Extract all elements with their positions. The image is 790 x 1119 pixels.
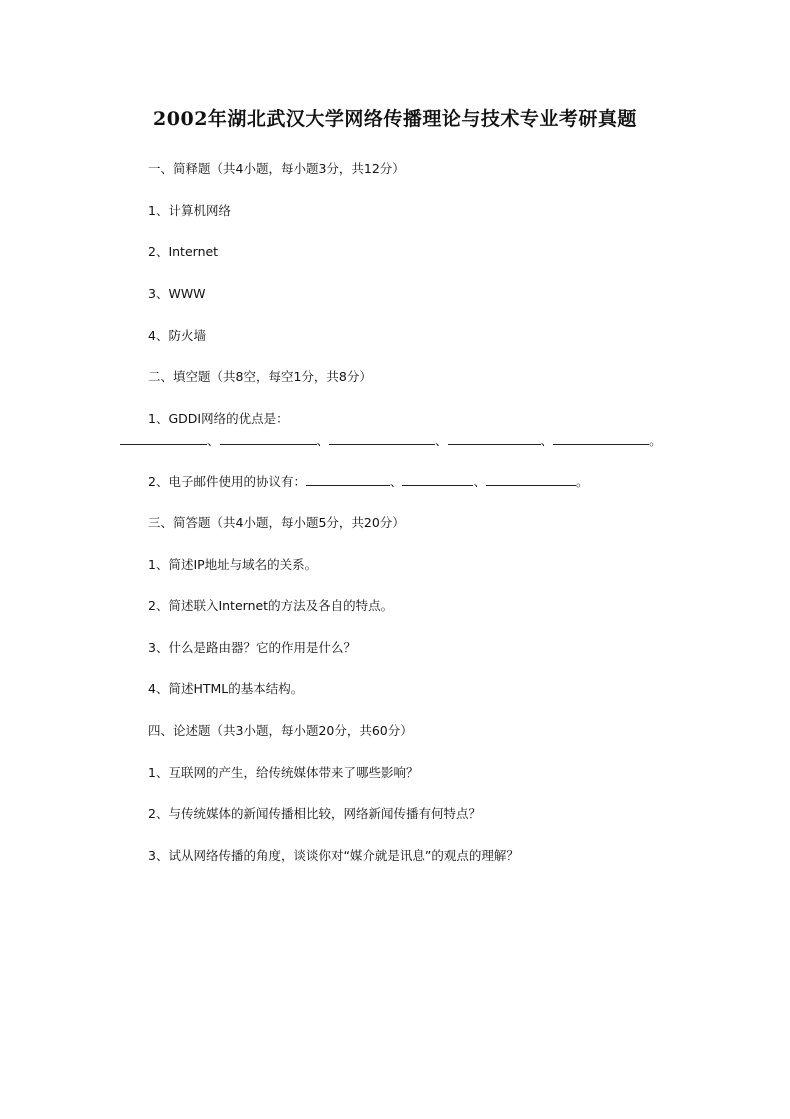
section-heading-3: 三、简答题（共4小题，每小题5分，共20分）	[148, 515, 405, 530]
fill-blank-row-1	[120, 432, 662, 450]
separator: 。	[576, 474, 589, 489]
answer-blank[interactable]	[448, 432, 541, 445]
question-item: 4、简述HTML的基本结构。	[148, 681, 304, 696]
section-heading-4: 四、论述题（共3小题，每小题20分，共60分）	[148, 723, 413, 738]
separator: 、	[540, 433, 554, 448]
separator: 、	[389, 474, 403, 489]
section-heading-2: 二、填空题（共8空，每空1分，共8分）	[148, 369, 372, 384]
separator: 、	[207, 433, 220, 448]
answer-blank[interactable]	[329, 432, 435, 445]
question-item: 1、简述IP地址与域名的关系。	[148, 557, 318, 572]
fill-blank-row-2	[148, 473, 589, 491]
question-item: 2、电子邮件使用的协议有：	[148, 474, 306, 489]
answer-blank[interactable]	[120, 432, 207, 445]
answer-blank[interactable]	[402, 473, 473, 486]
question-item: 1、互联网的产生，给传统媒体带来了哪些影响？	[148, 765, 419, 780]
question-item: 1、GDDI网络的优点是：	[148, 411, 289, 426]
answer-blank[interactable]	[486, 473, 576, 486]
section-heading-1: 一、简释题（共4小题，每小题3分，共12分）	[148, 161, 405, 176]
question-item: 2、简述联入Internet的方法及各自的特点。	[148, 598, 394, 613]
page-title: 2002年湖北武汉大学网络传播理论与技术专业考研真题	[153, 108, 637, 130]
question-item: 1、计算机网络	[148, 203, 231, 218]
question-item: 2、Internet	[148, 244, 219, 259]
question-item: 3、WWW	[148, 286, 206, 301]
answer-blank[interactable]	[306, 473, 390, 486]
question-item: 2、与传统媒体的新闻传播相比较，网络新闻传播有何特点？	[148, 806, 481, 821]
separator: 。	[649, 433, 662, 448]
separator: 、	[316, 433, 330, 448]
question-item: 3、什么是路由器？它的作用是什么？	[148, 640, 356, 655]
answer-blank[interactable]	[553, 432, 649, 445]
answer-blank[interactable]	[220, 432, 317, 445]
separator: 、	[473, 474, 486, 489]
separator: 、	[435, 433, 448, 448]
question-item: 3、试从网络传播的角度，谈谈你对“媒介就是讯息”的观点的理解？	[148, 848, 519, 863]
question-item: 4、防火墙	[148, 328, 206, 343]
